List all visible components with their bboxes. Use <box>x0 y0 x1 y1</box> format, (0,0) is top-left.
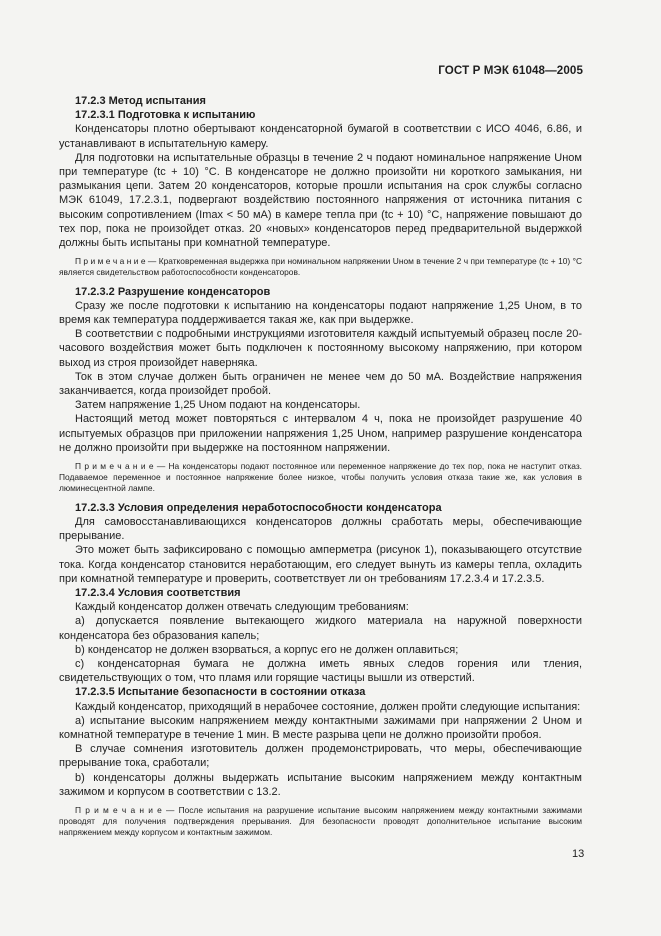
body-paragraph: с) конденсаторная бумага не должна иметь явных следов горения или тления, свидетельствующих о том, что пламя или горящие частицы вышли из отверстий. <box>59 657 582 685</box>
body-paragraph: Конденсаторы плотно обертывают конденсаторной бумагой в соответствии с ИСО 4046, 6.86, и устанавливают в испытательную камеру. <box>59 123 582 150</box>
section-heading: 17.2.3.2 Разрушение конденсаторов <box>75 285 271 298</box>
document-header: ГОСТ Р МЭК 61048—2005 <box>438 64 583 77</box>
body-paragraph: b) конденсаторы должны выдержать испытание высоким напряжением между контактным зажимом и корпусом в соответствии с 13.2. <box>59 771 582 798</box>
body-paragraph: а) испытание высоким напряжением между контактными зажимами при напряжении 2 Uном и комнатной температуре в течение 1 мин. В месте разрыва цепи не должно произойти пробоя. <box>59 714 582 741</box>
body-paragraph: Это может быть зафиксировано с помощью амперметра (рисунок 1), показывающего отсутствие тока. Когда конденсатор становится неработающим, его следует вынуть из камеры тепла, охладить при комнатной температуре и проверить, соответствует ли он требованиям 17.2.3.4 и 17.2.3.5. <box>59 544 582 585</box>
body-paragraph: В случае сомнения изготовитель должен продемонстрировать, что меры, обеспечивающие прерывание тока, сработали; <box>59 743 582 770</box>
body-paragraph: Ток в этом случае должен быть ограничен не менее чем до 50 мА. Воздействие напряжения заканчивается, когда произойдет пробой. <box>59 370 582 398</box>
body-paragraph: Каждый конденсатор должен отвечать следующим требованиям: <box>75 601 409 614</box>
body-paragraph: b) конденсатор не должен взорваться, а корпус его не должен оплавиться; <box>75 643 459 656</box>
section-heading: 17.2.3.3 Условия определения неработоспособности конденсатора <box>75 501 442 514</box>
section-heading: 17.2.3.5 Испытание безопасности в состоянии отказа <box>75 686 366 699</box>
body-paragraph: Сразу же после подготовки к испытанию на конденсаторы подают напряжение 1,25 Uном, в то время как температура поддерживается такая же, как при выдержке. <box>59 299 582 327</box>
body-paragraph: Для самовосстанавливающихся конденсаторов должны сработать меры, обеспечивающие прерывание. <box>59 515 582 543</box>
section-heading: 17.2.3 Метод испытания <box>75 95 206 107</box>
body-paragraph: Каждый конденсатор, приходящий в нерабочее состояние, должен пройти следующие испытания: <box>75 700 581 713</box>
body-paragraph: а) допускается появление вытекающего жидкого материала на наружной поверхности конденсатора без образования капель; <box>59 615 582 642</box>
section-heading: 17.2.3.4 Условия соответствия <box>75 586 241 599</box>
body-paragraph: Для подготовки на испытательные образцы в течение 2 ч подают номинальное напряжение Uном при температуре (tc + 10) °C. В конденсаторе не должно произойти ни короткого замыкания, ни размыкания цепи. Затем 20 конденсаторов, которые прошли испытания на срок службы согласно МЭК 61049, 17.2.3.1, подвергают воздействию постоянного напряжения от источника питания с высоким сопротивлением (Imax < 50 мА) в камере тепла при (tc + 10) °C, напряжение повышают до тех пор, пока не произойдет отказ. 20 «новых» конденсаторов перед предварительной выдержкой должны быть испытаны при комнатной температуре. <box>59 151 582 250</box>
note-paragraph: П р и м е ч а н и е — Кратковременная выдержка при номинальном напряжении Uном в течение 2 ч при температуре (tc + 10) °C является свидетельством работоспособности конденсаторов. <box>59 256 582 278</box>
body-paragraph: Затем напряжение 1,25 Uном подают на конденсаторы. <box>75 399 361 412</box>
note-paragraph: П р и м е ч а н и е — На конденсаторы подают постоянное или переменное напряжение до тех пор, пока не наступит отказ. Подаваемое переменное и постоянное напряжение более низкое, чтобы получить условия отказа такие же, как условия в люминесцентной лампе. <box>59 461 582 494</box>
page-number: 13 <box>572 848 585 860</box>
page-body <box>59 94 582 839</box>
note-paragraph: П р и м е ч а н и е — После испытания на разрушение испытание высоким напряжением между контактными зажимами проводят для получения подтверждения прерывания. Для безопасности проводят дополнительное испытание высоким напряжением между корпусом и контактным зажимом. <box>59 804 582 838</box>
section-heading: 17.2.3.1 Подготовка к испытанию <box>75 109 256 122</box>
body-paragraph: Настоящий метод может повторяться с интервалом 4 ч, пока не произойдет разрушение 40 испытуемых образцов при приложении напряжения 1,25 Uном, например разрушение конденсатора не должно произойти при выдержке на постоянном напряжении. <box>59 413 582 454</box>
body-paragraph: В соответствии с подробными инструкциями изготовителя каждый испытуемый образец после 20-часового воздействия может быть подключен к постоянному высокому напряжению, при котором выход из строя произойдет наверняка. <box>59 328 582 369</box>
